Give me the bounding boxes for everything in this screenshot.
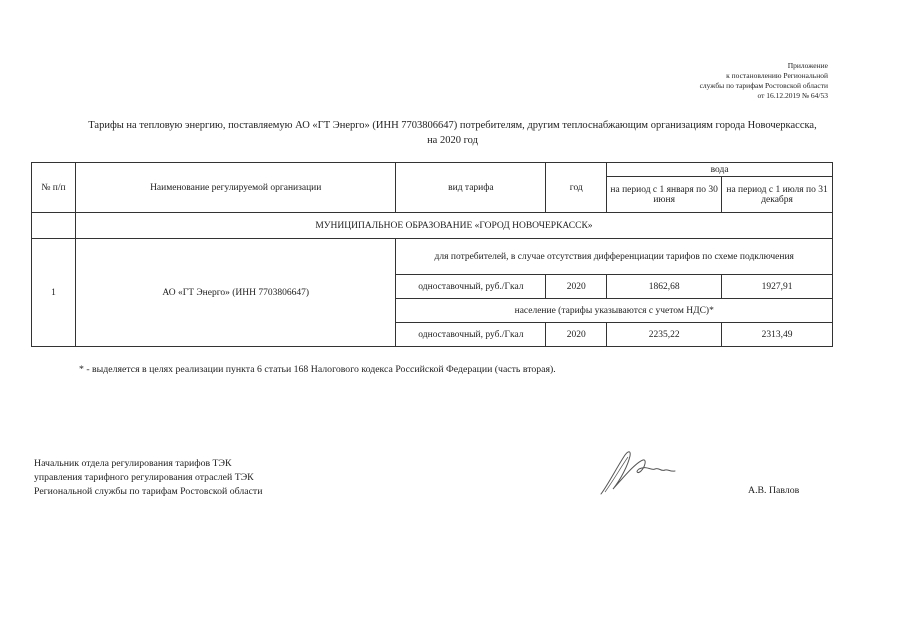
signatory-name: А.В. Павлов — [748, 485, 800, 496]
row-organization: АО «ГТ Энерго» (ИНН 7703806647) — [75, 239, 396, 347]
cell-year: 2020 — [546, 323, 607, 347]
handwritten-signature — [595, 445, 685, 500]
position-line: управления тарифного регулирования отраслей ТЭК — [34, 472, 254, 483]
tariff-table — [31, 162, 833, 347]
cell-tariff-type: одноставочный, руб./Гкал — [396, 323, 546, 347]
appendix-reference — [700, 61, 828, 101]
cell-year: 2020 — [546, 275, 607, 299]
position-line: Региональной службы по тарифам Ростовской области — [34, 486, 263, 497]
appendix-line: от 16.12.2019 № 64/53 — [757, 91, 828, 100]
header-year: год — [546, 163, 607, 213]
header-tariff-type: вид тарифа — [396, 163, 546, 213]
municipality-num-cell — [32, 213, 76, 239]
cell-value-period-2: 1927,91 — [722, 275, 833, 299]
header-period-1: на период с 1 января по 30 июня — [607, 177, 722, 213]
header-number: № п/п — [32, 163, 76, 213]
appendix-line: к постановлению Региональной — [726, 71, 828, 80]
cell-tariff-type: одноставочный, руб./Гкал — [396, 275, 546, 299]
cell-value-period-2: 2313,49 — [722, 323, 833, 347]
section-label-population: население (тарифы указываются с учетом НДС)* — [396, 299, 833, 323]
appendix-line: службы по тарифам Ростовской области — [699, 81, 828, 90]
section-label-consumers: для потребителей, в случае отсутствия дифференциации тарифов по схеме подключения — [396, 239, 833, 275]
header-period-2: на период с 1 июля по 31 декабря — [722, 177, 833, 213]
title-line-1: Тарифы на тепловую энергию, поставляемую АО «ГТ Энерго» (ИНН 7703806647) потребителям, другим теплоснабжающим организациям города Новочеркасска, — [88, 120, 817, 131]
cell-value-period-1: 2235,22 — [607, 323, 722, 347]
footnote: * - выделяется в целях реализации пункта 6 статьи 168 Налогового кодекса Российской Федерации (часть вторая). — [79, 364, 556, 375]
row-number: 1 — [32, 239, 76, 347]
document-title — [30, 118, 875, 148]
header-organization: Наименование регулируемой организации — [75, 163, 396, 213]
cell-value-period-1: 1862,68 — [607, 275, 722, 299]
appendix-line: Приложение — [787, 61, 828, 70]
title-line-2: на 2020 год — [427, 135, 478, 146]
municipality-row: МУНИЦИПАЛЬНОЕ ОБРАЗОВАНИЕ «ГОРОД НОВОЧЕРКАССК» — [75, 213, 832, 239]
position-line: Начальник отдела регулирования тарифов ТЭК — [34, 458, 232, 469]
header-water: вода — [607, 163, 833, 177]
signatory-position — [34, 457, 262, 499]
